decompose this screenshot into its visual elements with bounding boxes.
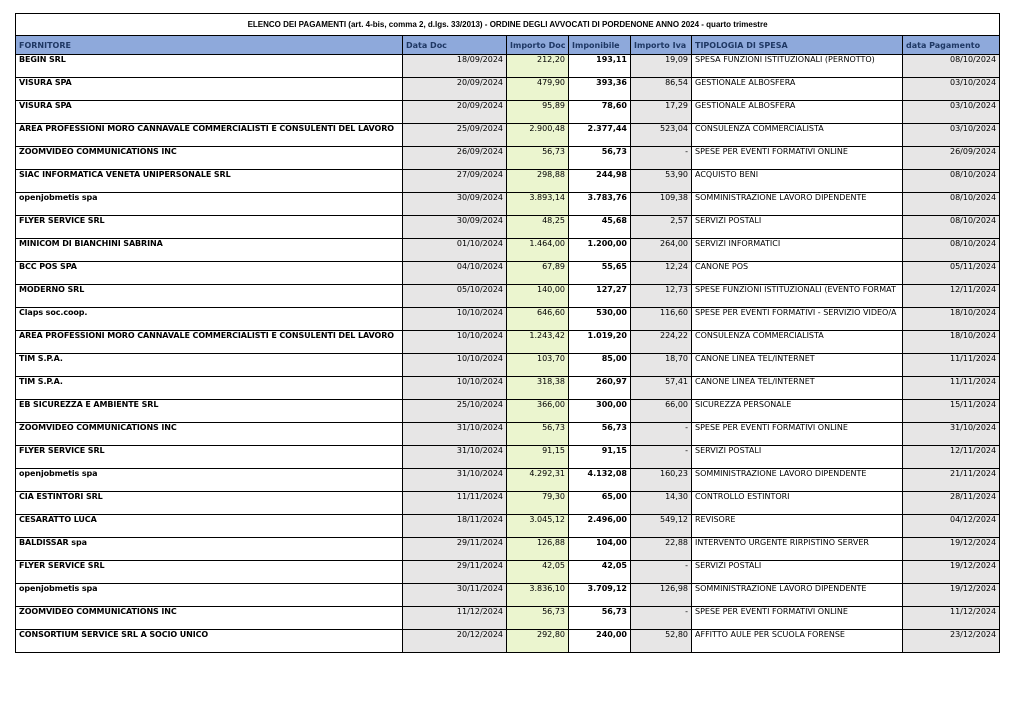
cell-fornitore: TIM S.P.A.: [16, 354, 403, 377]
cell-tipologia: CANONE POS: [692, 262, 903, 285]
table-row: [16, 239, 1000, 262]
cell-fornitore: CESARATTO LUCA: [16, 515, 403, 538]
cell-imponibile: 1.019,20: [569, 331, 631, 354]
cell-data-pagamento: 23/12/2024: [903, 630, 1000, 653]
cell-data-pagamento: 08/10/2024: [903, 216, 1000, 239]
cell-importo-iva: 12,73: [631, 285, 692, 308]
cell-data-doc: 11/11/2024: [403, 492, 507, 515]
header-data-pagamento: data Pagamento: [903, 36, 1000, 55]
cell-data-doc: 31/10/2024: [403, 469, 507, 492]
cell-fornitore: FLYER SERVICE SRL: [16, 561, 403, 584]
cell-importo-iva: 116,60: [631, 308, 692, 331]
cell-importo-doc: 56,73: [507, 607, 569, 630]
table-row: [16, 101, 1000, 124]
cell-tipologia: INTERVENTO URGENTE RIRPISTINO SERVER: [692, 538, 903, 561]
cell-data-doc: 18/11/2024: [403, 515, 507, 538]
cell-tipologia: SOMMINISTRAZIONE LAVORO DIPENDENTE: [692, 469, 903, 492]
cell-imponibile: 104,00: [569, 538, 631, 561]
cell-data-pagamento: 08/10/2024: [903, 55, 1000, 78]
table-row: [16, 561, 1000, 584]
cell-imponibile: 127,27: [569, 285, 631, 308]
table-row: [16, 469, 1000, 492]
cell-importo-doc: 3.836,10: [507, 584, 569, 607]
cell-importo-iva: 523,04: [631, 124, 692, 147]
cell-tipologia: SOMMINISTRAZIONE LAVORO DIPENDENTE: [692, 193, 903, 216]
cell-data-doc: 01/10/2024: [403, 239, 507, 262]
cell-fornitore: Claps soc.coop.: [16, 308, 403, 331]
cell-data-doc: 11/12/2024: [403, 607, 507, 630]
cell-importo-doc: 1.464,00: [507, 239, 569, 262]
cell-tipologia: CONTROLLO ESTINTORI: [692, 492, 903, 515]
cell-data-pagamento: 08/10/2024: [903, 193, 1000, 216]
cell-data-pagamento: 11/11/2024: [903, 377, 1000, 400]
cell-imponibile: 3.783,76: [569, 193, 631, 216]
cell-tipologia: SPESE FUNZIONI ISTITUZIONALI (EVENTO FORMAT: [692, 285, 903, 308]
cell-tipologia: SERVIZI POSTALI: [692, 216, 903, 239]
cell-importo-iva: 53,90: [631, 170, 692, 193]
table-row: [16, 515, 1000, 538]
cell-imponibile: 244,98: [569, 170, 631, 193]
cell-importo-doc: 1.243,42: [507, 331, 569, 354]
cell-data-pagamento: 08/10/2024: [903, 239, 1000, 262]
cell-tipologia: SERVIZI POSTALI: [692, 561, 903, 584]
cell-importo-iva: 18,70: [631, 354, 692, 377]
cell-fornitore: VISURA SPA: [16, 78, 403, 101]
header-tipologia: TIPOLOGIA DI SPESA: [692, 36, 903, 55]
cell-imponibile: 393,36: [569, 78, 631, 101]
cell-fornitore: FLYER SERVICE SRL: [16, 216, 403, 239]
cell-tipologia: CANONE LINEA TEL/INTERNET: [692, 377, 903, 400]
cell-importo-doc: 95,89: [507, 101, 569, 124]
cell-importo-doc: 79,30: [507, 492, 569, 515]
table-body: [16, 55, 1000, 653]
cell-fornitore: BEGIN SRL: [16, 55, 403, 78]
header-importo-doc: Importo Doc: [507, 36, 569, 55]
table-row: [16, 308, 1000, 331]
cell-importo-iva: -: [631, 423, 692, 446]
cell-imponibile: 55,65: [569, 262, 631, 285]
table-row: [16, 170, 1000, 193]
cell-data-doc: 20/09/2024: [403, 101, 507, 124]
cell-importo-iva: 224,22: [631, 331, 692, 354]
cell-data-pagamento: 03/10/2024: [903, 124, 1000, 147]
table-row: [16, 584, 1000, 607]
cell-fornitore: ZOOMVIDEO COMMUNICATIONS INC: [16, 147, 403, 170]
cell-tipologia: SERVIZI POSTALI: [692, 446, 903, 469]
cell-data-pagamento: 28/11/2024: [903, 492, 1000, 515]
cell-tipologia: SPESE PER EVENTI FORMATIVI - SERVIZIO VIDEO/A: [692, 308, 903, 331]
cell-data-pagamento: 11/12/2024: [903, 607, 1000, 630]
cell-imponibile: 4.132,08: [569, 469, 631, 492]
cell-tipologia: REVISORE: [692, 515, 903, 538]
cell-imponibile: 240,00: [569, 630, 631, 653]
cell-tipologia: CONSULENZA COMMERCIALISTA: [692, 331, 903, 354]
cell-importo-doc: 56,73: [507, 423, 569, 446]
cell-imponibile: 2.496,00: [569, 515, 631, 538]
cell-imponibile: 65,00: [569, 492, 631, 515]
header-data-doc: Data Doc: [403, 36, 507, 55]
cell-importo-doc: 48,25: [507, 216, 569, 239]
table-row: [16, 193, 1000, 216]
cell-imponibile: 45,68: [569, 216, 631, 239]
cell-data-pagamento: 03/10/2024: [903, 101, 1000, 124]
cell-importo-doc: 318,38: [507, 377, 569, 400]
table-row: [16, 492, 1000, 515]
cell-tipologia: CONSULENZA COMMERCIALISTA: [692, 124, 903, 147]
cell-data-pagamento: 03/10/2024: [903, 78, 1000, 101]
cell-tipologia: SPESE PER EVENTI FORMATIVI ONLINE: [692, 423, 903, 446]
cell-tipologia: SPESA FUNZIONI ISTITUZIONALI (PERNOTTO): [692, 55, 903, 78]
cell-data-doc: 10/10/2024: [403, 331, 507, 354]
payments-table: [15, 13, 1000, 653]
cell-imponibile: 56,73: [569, 147, 631, 170]
cell-importo-doc: 479,90: [507, 78, 569, 101]
cell-importo-iva: -: [631, 446, 692, 469]
table-row: [16, 630, 1000, 653]
cell-data-doc: 10/10/2024: [403, 377, 507, 400]
cell-fornitore: EB SICUREZZA E AMBIENTE SRL: [16, 400, 403, 423]
cell-data-doc: 05/10/2024: [403, 285, 507, 308]
table-row: [16, 55, 1000, 78]
cell-importo-doc: 3.045,12: [507, 515, 569, 538]
cell-fornitore: SIAC INFORMATICA VENETA UNIPERSONALE SRL: [16, 170, 403, 193]
table-row: [16, 354, 1000, 377]
cell-data-pagamento: 19/12/2024: [903, 584, 1000, 607]
cell-imponibile: 42,05: [569, 561, 631, 584]
cell-importo-iva: 86,54: [631, 78, 692, 101]
cell-importo-iva: 19,09: [631, 55, 692, 78]
cell-tipologia: GESTIONALE ALBOSFERA: [692, 101, 903, 124]
cell-importo-iva: 52,80: [631, 630, 692, 653]
cell-imponibile: 56,73: [569, 607, 631, 630]
cell-data-pagamento: 12/11/2024: [903, 446, 1000, 469]
cell-fornitore: ZOOMVIDEO COMMUNICATIONS INC: [16, 423, 403, 446]
cell-importo-doc: 4.292,31: [507, 469, 569, 492]
cell-tipologia: GESTIONALE ALBOSFERA: [692, 78, 903, 101]
cell-data-pagamento: 05/11/2024: [903, 262, 1000, 285]
cell-fornitore: openjobmetis spa: [16, 584, 403, 607]
cell-fornitore: MODERNO SRL: [16, 285, 403, 308]
table-row: [16, 78, 1000, 101]
header-imponibile: Imponibile: [569, 36, 631, 55]
cell-imponibile: 193,11: [569, 55, 631, 78]
cell-tipologia: SPESE PER EVENTI FORMATIVI ONLINE: [692, 607, 903, 630]
cell-data-pagamento: 04/12/2024: [903, 515, 1000, 538]
cell-importo-doc: 212,20: [507, 55, 569, 78]
cell-importo-doc: 140,00: [507, 285, 569, 308]
table-row: [16, 377, 1000, 400]
cell-importo-doc: 103,70: [507, 354, 569, 377]
cell-importo-doc: 366,00: [507, 400, 569, 423]
cell-importo-doc: 292,80: [507, 630, 569, 653]
cell-importo-iva: -: [631, 147, 692, 170]
cell-imponibile: 300,00: [569, 400, 631, 423]
cell-data-doc: 30/09/2024: [403, 193, 507, 216]
cell-data-doc: 29/11/2024: [403, 538, 507, 561]
cell-importo-iva: 12,24: [631, 262, 692, 285]
cell-importo-iva: 126,98: [631, 584, 692, 607]
cell-data-doc: 29/11/2024: [403, 561, 507, 584]
cell-data-doc: 20/12/2024: [403, 630, 507, 653]
table-row: [16, 423, 1000, 446]
cell-importo-doc: 56,73: [507, 147, 569, 170]
cell-fornitore: FLYER SERVICE SRL: [16, 446, 403, 469]
cell-importo-doc: 298,88: [507, 170, 569, 193]
cell-data-doc: 30/11/2024: [403, 584, 507, 607]
table-row: [16, 446, 1000, 469]
cell-fornitore: openjobmetis spa: [16, 193, 403, 216]
cell-data-pagamento: 21/11/2024: [903, 469, 1000, 492]
table-row: [16, 262, 1000, 285]
cell-data-doc: 18/09/2024: [403, 55, 507, 78]
cell-importo-iva: 57,41: [631, 377, 692, 400]
cell-fornitore: CIA ESTINTORI SRL: [16, 492, 403, 515]
cell-imponibile: 91,15: [569, 446, 631, 469]
cell-data-doc: 25/10/2024: [403, 400, 507, 423]
header-importo-iva: Importo Iva: [631, 36, 692, 55]
column-header-row: [16, 36, 1000, 55]
cell-importo-iva: 22,88: [631, 538, 692, 561]
cell-data-doc: 20/09/2024: [403, 78, 507, 101]
cell-fornitore: BALDISSAR spa: [16, 538, 403, 561]
cell-data-pagamento: 31/10/2024: [903, 423, 1000, 446]
cell-imponibile: 2.377,44: [569, 124, 631, 147]
cell-importo-doc: 2.900,48: [507, 124, 569, 147]
cell-importo-doc: 3.893,14: [507, 193, 569, 216]
cell-imponibile: 3.709,12: [569, 584, 631, 607]
cell-imponibile: 78,60: [569, 101, 631, 124]
cell-importo-iva: 14,30: [631, 492, 692, 515]
table-row: [16, 331, 1000, 354]
table-row: [16, 124, 1000, 147]
table-row: [16, 216, 1000, 239]
cell-data-pagamento: 08/10/2024: [903, 170, 1000, 193]
cell-fornitore: BCC POS SPA: [16, 262, 403, 285]
cell-data-doc: 26/09/2024: [403, 147, 507, 170]
table-row: [16, 538, 1000, 561]
cell-data-doc: 31/10/2024: [403, 446, 507, 469]
cell-imponibile: 1.200,00: [569, 239, 631, 262]
cell-data-doc: 30/09/2024: [403, 216, 507, 239]
table-row: [16, 147, 1000, 170]
cell-importo-iva: 66,00: [631, 400, 692, 423]
cell-data-pagamento: 26/09/2024: [903, 147, 1000, 170]
cell-data-pagamento: 18/10/2024: [903, 308, 1000, 331]
cell-data-doc: 25/09/2024: [403, 124, 507, 147]
cell-tipologia: SICUREZZA PERSONALE: [692, 400, 903, 423]
cell-data-doc: 27/09/2024: [403, 170, 507, 193]
document-title: ELENCO DEI PAGAMENTI (art. 4-bis, comma 2, d.lgs. 33/2013) - ORDINE DEGLI AVVOCATI DI PORDENONE ANNO 2024 - quarto trimestre: [16, 14, 1000, 36]
cell-tipologia: ACQUISTO BENI: [692, 170, 903, 193]
cell-importo-iva: 264,00: [631, 239, 692, 262]
cell-data-doc: 10/10/2024: [403, 308, 507, 331]
cell-tipologia: SERVIZI INFORMATICI: [692, 239, 903, 262]
cell-tipologia: CANONE LINEA TEL/INTERNET: [692, 354, 903, 377]
cell-data-pagamento: 19/12/2024: [903, 538, 1000, 561]
cell-imponibile: 85,00: [569, 354, 631, 377]
table-row: [16, 400, 1000, 423]
cell-importo-doc: 91,15: [507, 446, 569, 469]
cell-importo-iva: 549,12: [631, 515, 692, 538]
cell-importo-iva: 2,57: [631, 216, 692, 239]
cell-importo-iva: -: [631, 607, 692, 630]
cell-fornitore: AREA PROFESSIONI MORO CANNAVALE COMMERCIALISTI E CONSULENTI DEL LAVORO: [16, 331, 403, 354]
cell-data-pagamento: 11/11/2024: [903, 354, 1000, 377]
cell-data-pagamento: 15/11/2024: [903, 400, 1000, 423]
cell-importo-doc: 67,89: [507, 262, 569, 285]
cell-importo-iva: 160,23: [631, 469, 692, 492]
cell-data-pagamento: 12/11/2024: [903, 285, 1000, 308]
cell-fornitore: openjobmetis spa: [16, 469, 403, 492]
cell-importo-doc: 126,88: [507, 538, 569, 561]
cell-fornitore: TIM S.P.A.: [16, 377, 403, 400]
cell-data-pagamento: 19/12/2024: [903, 561, 1000, 584]
cell-data-doc: 04/10/2024: [403, 262, 507, 285]
cell-fornitore: CONSORTIUM SERVICE SRL A SOCIO UNICO: [16, 630, 403, 653]
cell-tipologia: AFFITTO AULE PER SCUOLA FORENSE: [692, 630, 903, 653]
cell-imponibile: 530,00: [569, 308, 631, 331]
cell-data-doc: 10/10/2024: [403, 354, 507, 377]
cell-importo-doc: 646,60: [507, 308, 569, 331]
cell-importo-iva: 17,29: [631, 101, 692, 124]
table-row: [16, 607, 1000, 630]
cell-importo-iva: 109,38: [631, 193, 692, 216]
table-row: [16, 285, 1000, 308]
cell-imponibile: 56,73: [569, 423, 631, 446]
cell-fornitore: VISURA SPA: [16, 101, 403, 124]
cell-fornitore: MINICOM DI BIANCHINI SABRINA: [16, 239, 403, 262]
cell-data-doc: 31/10/2024: [403, 423, 507, 446]
cell-fornitore: ZOOMVIDEO COMMUNICATIONS INC: [16, 607, 403, 630]
cell-imponibile: 260,97: [569, 377, 631, 400]
cell-tipologia: SOMMINISTRAZIONE LAVORO DIPENDENTE: [692, 584, 903, 607]
cell-tipologia: SPESE PER EVENTI FORMATIVI ONLINE: [692, 147, 903, 170]
header-fornitore: FORNITORE: [16, 36, 403, 55]
cell-importo-iva: -: [631, 561, 692, 584]
cell-data-pagamento: 18/10/2024: [903, 331, 1000, 354]
cell-importo-doc: 42,05: [507, 561, 569, 584]
cell-fornitore: AREA PROFESSIONI MORO CANNAVALE COMMERCIALISTI E CONSULENTI DEL LAVORO: [16, 124, 403, 147]
